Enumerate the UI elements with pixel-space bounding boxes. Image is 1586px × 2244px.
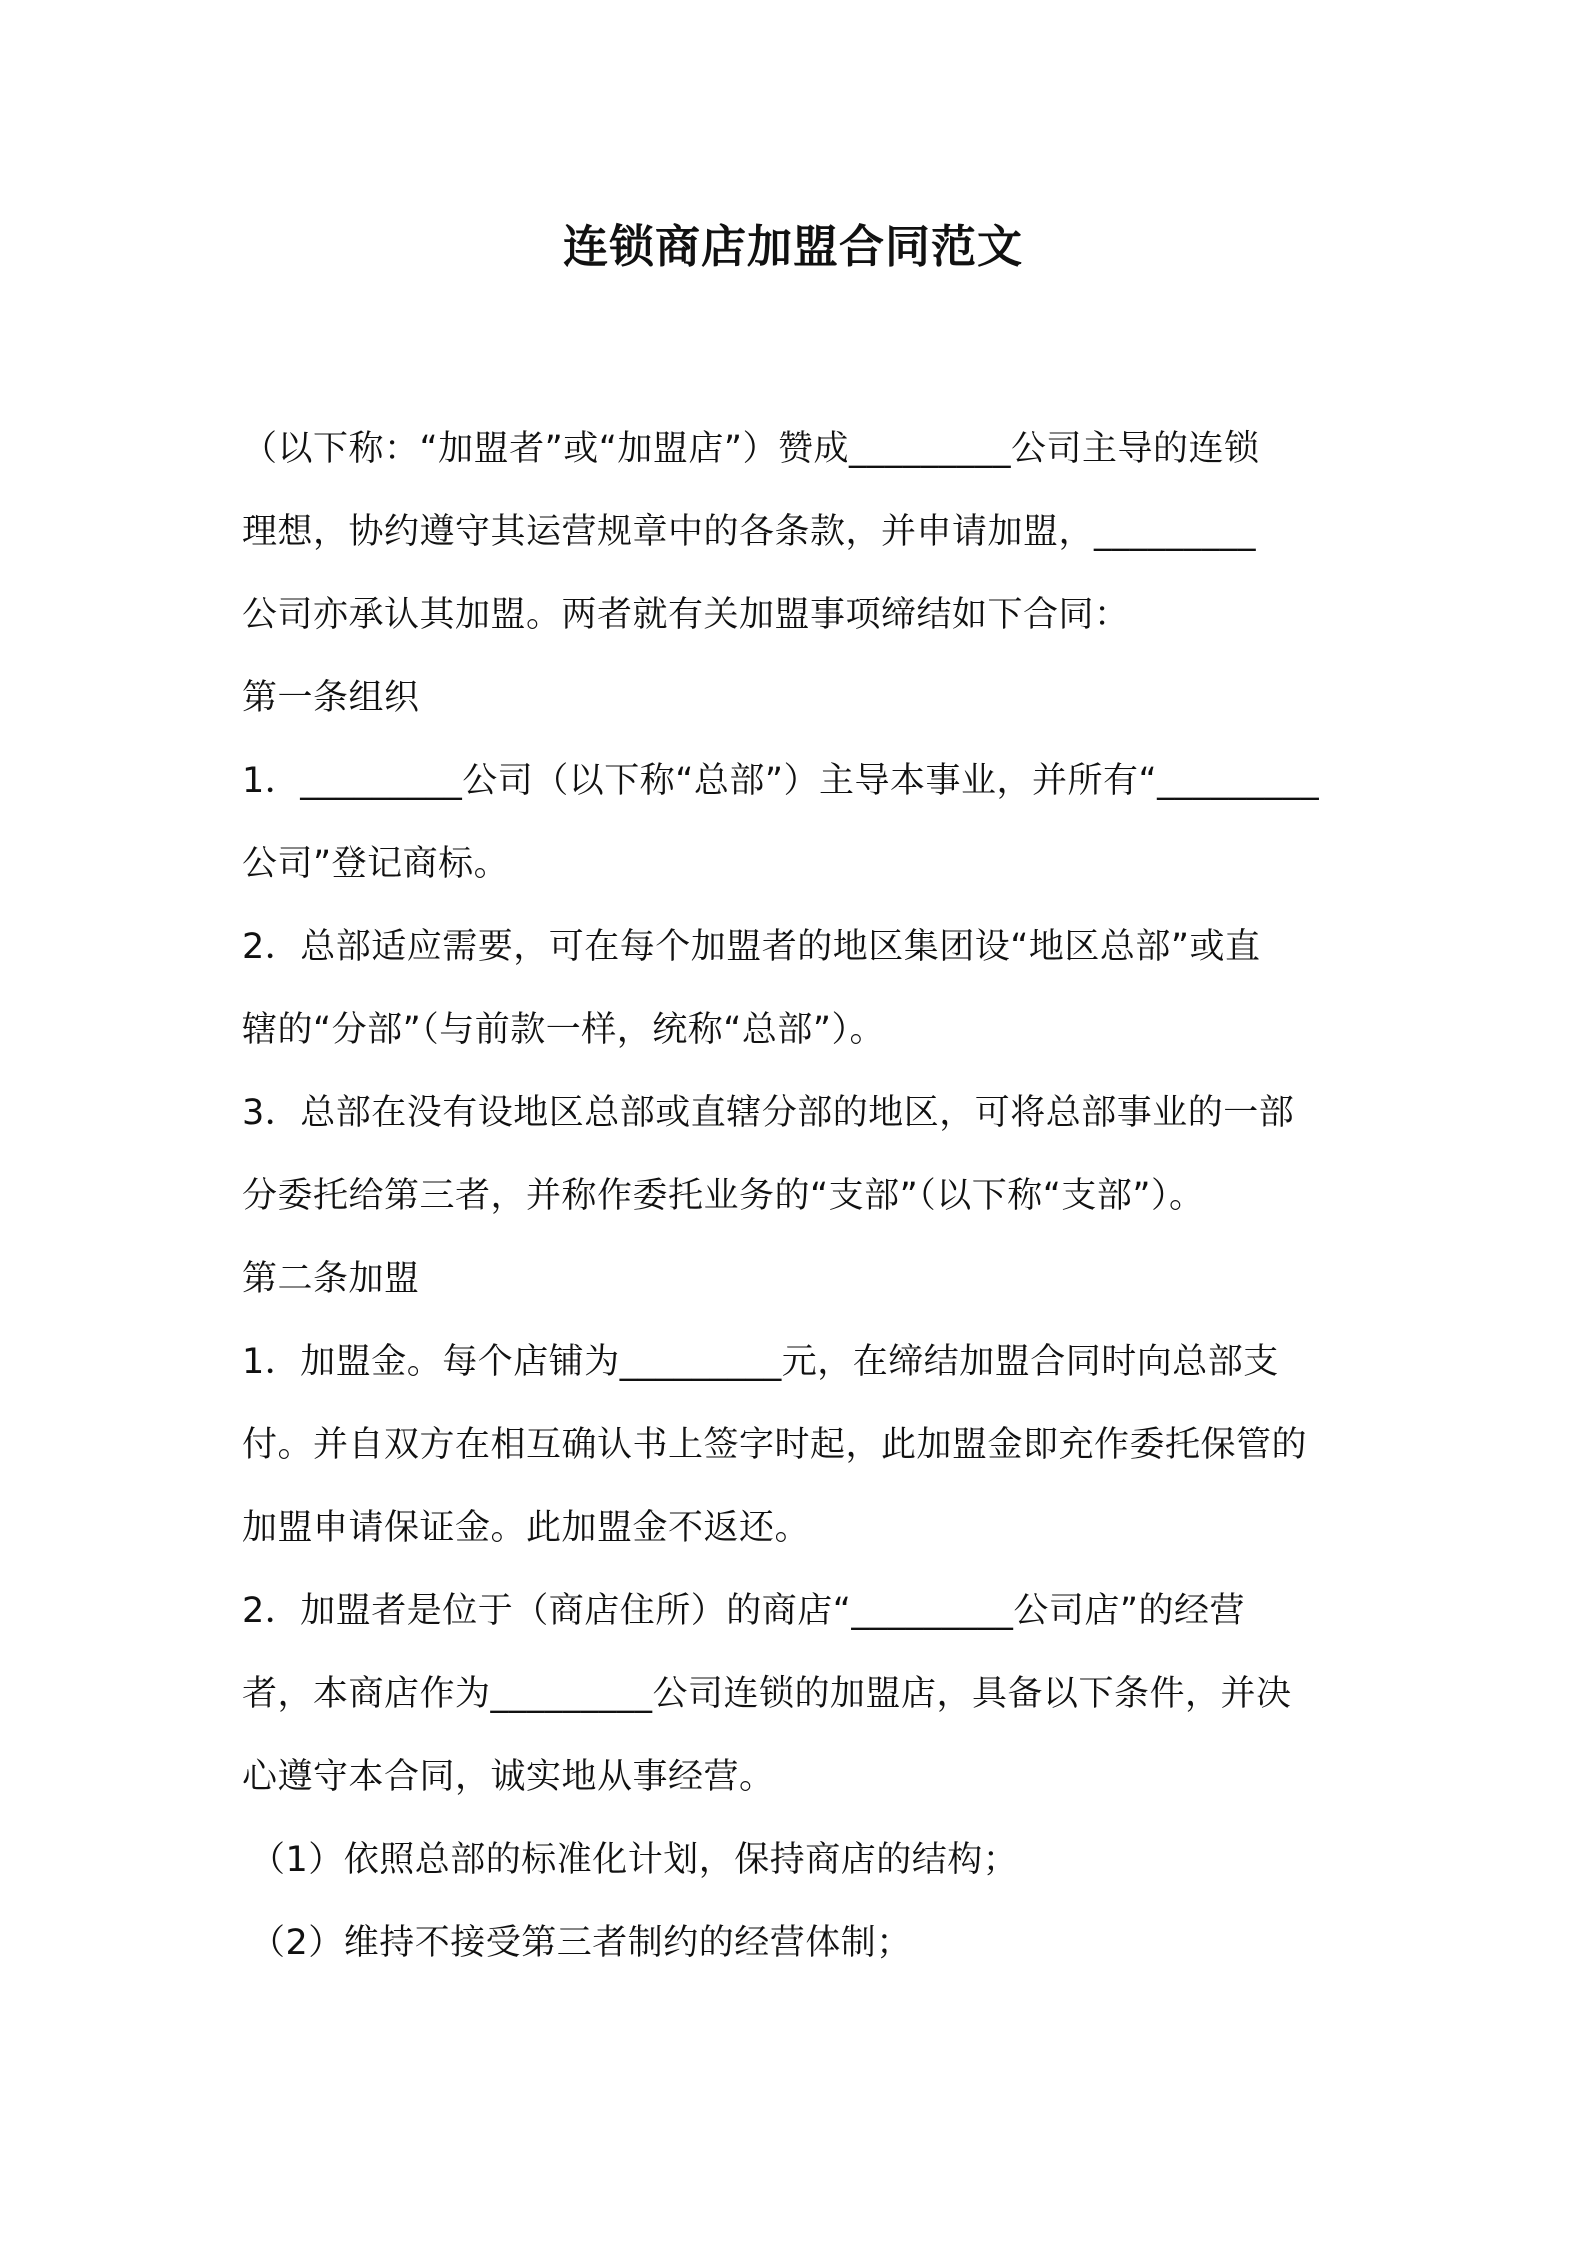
sub-item-1: （1）依照总部的标准化计划，保持商店的结构； [250,1840,1019,1880]
paragraph-line-2: 理想，协约遵守其运营规章中的各条款，并申请加盟，_________ [242,512,1257,552]
clause-2-2-line-1: 2．加盟者是位于（商店住所）的商店“_________公司店”的经营 [242,1591,1246,1631]
clause-2-1-line-2: 付。并自双方在相互确认书上签字时起，此加盟金即充作委托保管的 [242,1425,1308,1465]
clause-2-1-line-3: 加盟申请保证金。此加盟金不返还。 [242,1508,811,1548]
clause-1-2-line-1: 2．总部适应需要，可在每个加盟者的地区集团设“地区总部”或直 [242,927,1261,967]
clause-2-2-line-2: 者，本商店作为_________公司连锁的加盟店，具备以下条件，并决 [242,1674,1292,1714]
article-heading-2: 第二条加盟 [242,1259,420,1299]
paragraph-line-1: （以下称：“加盟者”或“加盟店”）赞成_________公司主导的连锁 [242,429,1260,469]
article-heading-1: 第一条组织 [242,678,420,718]
sub-item-2: （2）维持不接受第三者制约的经营体制； [250,1923,912,1963]
paragraph-line-3: 公司亦承认其加盟。两者就有关加盟事项缔结如下合同： [242,595,1130,635]
clause-2-2-line-3: 心遵守本合同，诚实地从事经营。 [242,1757,775,1797]
clause-1-1-line-1: 1．_________公司（以下称“总部”）主导本事业，并所有“_________ [242,761,1320,801]
clause-1-2-line-2: 辖的“分部”（与前款一样，统称“总部”）。 [242,1010,886,1050]
clause-1-1-line-2: 公司”登记商标。 [242,844,510,884]
clause-2-1-line-1: 1．加盟金。每个店铺为_________元，在缔结加盟合同时向总部支 [242,1342,1279,1382]
clause-1-3-line-1: 3．总部在没有设地区总部或直辖分部的地区，可将总部事业的一部 [242,1093,1295,1133]
clause-1-3-line-2: 分委托给第三者，并称作委托业务的“支部”（以下称“支部”）。 [242,1176,1205,1216]
document-title: 连锁商店加盟合同范文 [562,220,1023,273]
contract-body [242,408,1357,1985]
